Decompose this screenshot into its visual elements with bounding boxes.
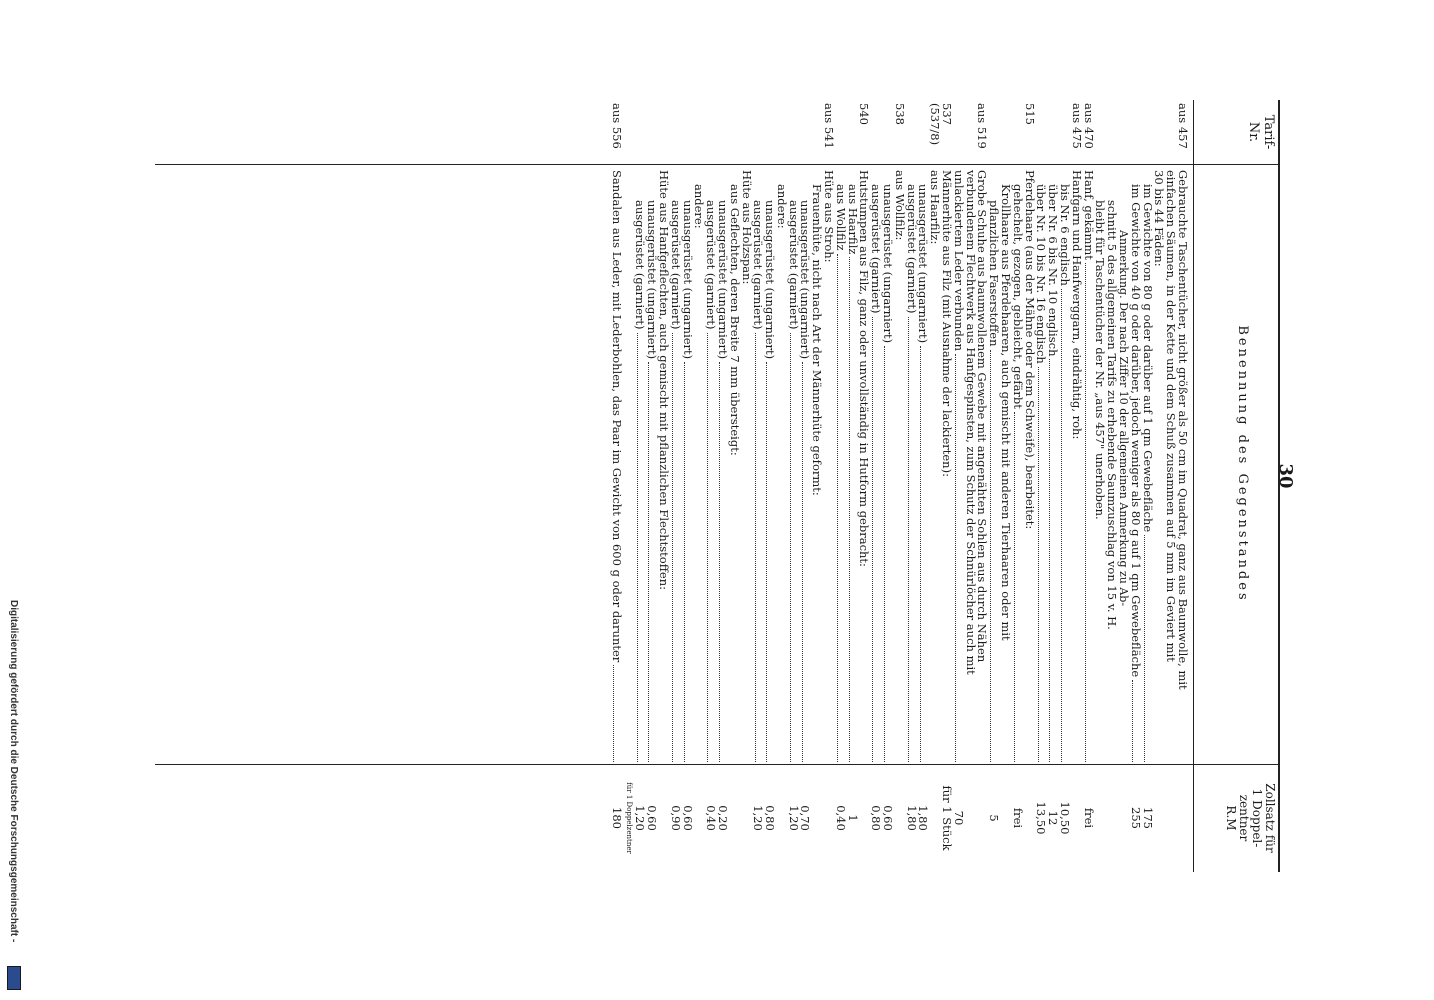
item-description: bleibt für Taschentücher der Nr. „aus 457" unerhoben. xyxy=(1093,200,1108,520)
item-description: andere: xyxy=(692,184,707,229)
dot-leader xyxy=(920,346,929,762)
duty-rate: 0,60 xyxy=(881,805,896,831)
duty-rate: 5 xyxy=(987,814,1002,822)
duty-rate xyxy=(999,764,1011,872)
duty-rate: 0,60 xyxy=(645,805,660,831)
header-description: Benennung des Gegenstandes xyxy=(1235,325,1250,603)
tariff-table xyxy=(155,100,1280,872)
table-row xyxy=(634,100,646,872)
item-description: Grobe Schuhe aus baumwollenem Gewebe mit angenähten Sohlen aus durch Nähen xyxy=(975,170,990,663)
table-row xyxy=(987,100,1002,872)
duty-rate xyxy=(928,764,940,872)
dot-leader xyxy=(684,362,693,762)
tariff-number xyxy=(811,100,823,164)
credit-text: Digitalisierung gefördert durch die Deutsche Forschungsgemeinschaft - xyxy=(8,600,19,943)
item-text: unlackiertem Leder verbunden xyxy=(951,170,966,352)
table-row xyxy=(999,100,1014,872)
tariff-number: (537/8) xyxy=(928,103,943,146)
item-description xyxy=(987,164,1002,764)
duty-rate: 13,50 xyxy=(1034,801,1049,835)
tariff-number: 515 xyxy=(1022,103,1037,125)
tariff-number: aus 457 xyxy=(1176,103,1190,149)
rotated-content xyxy=(140,78,1310,874)
tariff-number xyxy=(1117,100,1129,164)
tariff-number: aus 541 xyxy=(822,103,837,149)
tariff-number xyxy=(634,100,646,164)
item-text: ausgerüstet (garniert) xyxy=(668,200,683,330)
duty-rate: 180 xyxy=(609,807,624,829)
duty-rate: 0,70 xyxy=(798,805,813,831)
item-description xyxy=(881,164,896,764)
item-description: Krollhaare aus Pferdehaaren, auch gemischt mit anderen Tierhaaren oder mit xyxy=(999,184,1014,641)
duty-rate: 12 xyxy=(1046,810,1061,826)
item-text: unausgerüstet (ungarniert) xyxy=(881,184,896,344)
duty-rate xyxy=(822,764,834,872)
duty-rate xyxy=(1105,764,1117,872)
dot-leader xyxy=(849,257,858,762)
duty-rate: 0,90 xyxy=(668,805,683,831)
duty-rate: frei xyxy=(1010,807,1025,829)
duty-rate xyxy=(811,764,823,872)
header-tariff-number: Tarif- Nr. xyxy=(1246,114,1276,150)
tariff-number: aus 556 xyxy=(609,103,624,149)
item-text: unausgerüstet (ungarniert) xyxy=(680,200,695,360)
digitization-credit xyxy=(6,600,20,990)
item-description: andere: xyxy=(774,184,789,229)
item-text: unausgerüstet (ungarniert) xyxy=(763,200,778,360)
item-text: unausgerüstet (ungarniert) xyxy=(715,200,730,360)
tariff-number xyxy=(763,100,775,164)
item-text: Sandalen aus Leder, mit Lederbohlen, das Paar im Gewicht von 600 g oder darunter xyxy=(609,170,624,663)
duty-rate xyxy=(1164,764,1176,872)
tariff-number xyxy=(704,100,716,164)
dot-leader xyxy=(884,346,893,762)
duty-rate: 0,80 xyxy=(869,805,884,831)
duty-rate: 1,20 xyxy=(633,805,648,831)
item-text: ausgerüstet (garniert) xyxy=(751,200,766,330)
duty-rate: 0,80 xyxy=(763,805,778,831)
dot-leader xyxy=(955,354,964,762)
duty-rate: 10,50 xyxy=(1058,801,1073,835)
item-description: aus Geflechten, deren Breite 7 mm übersteigt: xyxy=(727,184,742,456)
item-description: einfachen Säumen, in der Kette und dem Schuß zusammen auf 5 mm im Geviert mit xyxy=(1164,170,1179,662)
tariff-number xyxy=(681,100,693,164)
tariff-number xyxy=(999,100,1011,164)
item-description: Anmerkung. Der nach Ziffer 10 der allgemeinen Anmerkung zu Ab- xyxy=(1117,230,1131,607)
duty-rate xyxy=(976,764,988,872)
tariff-number xyxy=(917,100,929,164)
item-description: Hüte aus Hanfgeflechten, auch gemischt mit pflanzlichen Flechtstoffen: xyxy=(656,170,671,590)
table-row xyxy=(811,100,823,872)
tariff-number xyxy=(716,100,728,164)
tariff-number xyxy=(1046,100,1058,164)
item-description: aus Wollfilz: xyxy=(892,170,907,241)
duty-rate: 175 xyxy=(1140,807,1155,829)
item-text: bis Nr. 6 englisch xyxy=(1058,184,1073,286)
item-description xyxy=(787,164,799,764)
table-header-rule xyxy=(1193,100,1194,872)
item-description xyxy=(1129,164,1141,764)
duty-rate: 0,40 xyxy=(704,805,719,831)
table-row xyxy=(1129,100,1141,872)
duty-rate: 0,20 xyxy=(715,805,730,831)
page-number: 30 xyxy=(1275,463,1296,489)
item-description: Hüte aus Stroh: xyxy=(822,170,837,263)
tariff-number xyxy=(1164,100,1176,164)
duty-rate: 1,80 xyxy=(904,805,919,831)
item-text: aus Haarfilz xyxy=(845,184,860,255)
item-description: Pferdehaare (aus der Mähne oder dem Schweife), bearbeitet: xyxy=(1022,170,1037,530)
dot-leader xyxy=(755,333,764,762)
duty-rate: für 1 Stück xyxy=(940,785,955,851)
dfg-logo-icon xyxy=(7,966,21,990)
tariff-number xyxy=(645,100,657,164)
item-text: unausgerüstet (ungarniert) xyxy=(916,184,931,344)
item-text: ausgerüstet (garniert) xyxy=(633,200,648,330)
item-description xyxy=(763,164,778,764)
tariff-number xyxy=(728,100,740,164)
duty-rate: 1 xyxy=(845,814,860,822)
item-description xyxy=(846,164,858,764)
dot-leader xyxy=(719,362,728,762)
dot-leader xyxy=(990,350,999,762)
item-text: gehechelt, gezogen, gebleicht, gefärbt xyxy=(1010,184,1025,409)
tariff-number xyxy=(987,100,999,164)
tariff-number: aus 475 xyxy=(1069,103,1084,149)
item-description: Frauenhüte, nicht nach Art der Männerhüte geformt: xyxy=(810,184,825,496)
duty-rate: 70 xyxy=(951,810,966,826)
dot-leader xyxy=(1038,367,1047,762)
tariff-number xyxy=(1011,100,1023,164)
item-description: Hüte aus Holzspan: xyxy=(739,170,754,285)
item-text: über Nr. 10 bis Nr. 16 englisch xyxy=(1034,184,1049,364)
dot-leader xyxy=(613,665,622,762)
tariff-number xyxy=(1141,100,1153,164)
table-row xyxy=(881,100,896,872)
tariff-number xyxy=(846,100,858,164)
item-description xyxy=(610,164,622,764)
item-text: ausgerüstet (garniert) xyxy=(904,184,919,314)
tariff-number: 540 xyxy=(857,103,872,125)
item-description xyxy=(704,164,719,764)
table-row xyxy=(763,100,778,872)
item-text: unausgerüstet (ungarniert) xyxy=(798,200,813,360)
item-description xyxy=(1058,164,1073,764)
tariff-number xyxy=(669,100,681,164)
dot-leader xyxy=(1144,535,1153,762)
table-row xyxy=(610,100,622,872)
item-description: aus Haarfilz: xyxy=(928,170,943,245)
tariff-number: aus 470 xyxy=(1081,103,1096,149)
item-description: schnitt 5 des allgemeinen Tarifs zu erhebende Saumzuschlag von 15 v. H. xyxy=(1105,200,1120,630)
tariff-number xyxy=(1105,100,1117,164)
duty-rate xyxy=(1176,764,1188,872)
item-description xyxy=(905,164,917,764)
duty-rate: 1,20 xyxy=(751,805,766,831)
tariff-number xyxy=(1129,100,1141,164)
dot-leader xyxy=(1132,680,1141,762)
tariff-number xyxy=(787,100,799,164)
item-description: 30 bis 44 Fäden: xyxy=(1152,170,1167,267)
header-rate: Zollsatz für 1 Doppel- zentner R.M xyxy=(1224,783,1277,853)
dot-leader xyxy=(672,333,681,762)
dot-leader xyxy=(802,362,811,762)
duty-rate xyxy=(1117,764,1129,872)
table-row xyxy=(1105,100,1120,872)
item-description xyxy=(645,164,660,764)
dot-leader xyxy=(1049,359,1058,762)
tariff-number xyxy=(657,100,669,164)
item-description: Hutstumpen aus Filz, ganz oder unvollständig in Hutform gebracht: xyxy=(857,170,872,567)
dot-leader xyxy=(790,333,799,762)
tariff-number xyxy=(1153,100,1165,164)
tariff-number: aus 519 xyxy=(975,103,990,149)
item-description xyxy=(869,164,884,764)
item-description xyxy=(1046,164,1061,764)
dot-leader xyxy=(1014,412,1023,762)
item-text: im Gewichte von 40 g oder darüber, jedoch weniger als 80 g auf 1 qm Gewebefläche xyxy=(1128,184,1143,678)
tariff-number xyxy=(869,100,881,164)
tariff-number xyxy=(693,100,705,164)
item-text: aus Wollfilz xyxy=(833,184,848,251)
item-text: ausgerüstet (garniert) xyxy=(786,200,801,330)
table-row xyxy=(1058,100,1073,872)
tariff-number xyxy=(1058,100,1070,164)
item-text: im Gewichte von 80 g oder darüber auf 1 qm Gewebefläche xyxy=(1140,184,1155,533)
duty-rate: frei xyxy=(1081,807,1096,829)
dot-leader xyxy=(707,333,716,762)
duty-rate: 0,40 xyxy=(833,805,848,831)
dot-leader xyxy=(648,362,657,762)
table-top-rule xyxy=(1278,100,1280,872)
tariff-number: 537 xyxy=(940,103,955,125)
table-row xyxy=(869,100,884,872)
item-description: verbundenem Flechtwerk aus Hanfgespinsten, zum Schutz der Schnürlöcher auch mit xyxy=(963,170,978,675)
tariff-number xyxy=(799,100,811,164)
duty-rate: 255 xyxy=(1128,807,1143,829)
dot-leader xyxy=(908,317,917,762)
dot-leader xyxy=(1061,289,1070,762)
tariff-number: 538 xyxy=(892,103,907,125)
table-row xyxy=(1046,100,1061,872)
table-row xyxy=(928,100,943,872)
item-description xyxy=(634,164,646,764)
dot-leader xyxy=(766,362,775,762)
table-row xyxy=(1164,100,1179,872)
duty-rate xyxy=(740,764,752,872)
tariff-number xyxy=(752,100,764,164)
table-row xyxy=(645,100,660,872)
dot-leader xyxy=(837,254,846,762)
tariff-number xyxy=(964,100,976,164)
table-body xyxy=(610,100,1188,872)
table-row xyxy=(940,100,955,872)
table-row xyxy=(822,100,837,872)
duty-rate: 0,60 xyxy=(680,805,695,831)
tariff-number xyxy=(740,100,752,164)
duty-rate: 1,20 xyxy=(786,805,801,831)
duty-rate: 1,80 xyxy=(916,805,931,831)
item-text: über Nr. 6 bis Nr. 10 englisch xyxy=(1046,184,1061,357)
dot-leader xyxy=(1085,263,1094,762)
item-description: Männerhüte aus Filz (mit Ausnahme der lackierten): xyxy=(940,170,955,477)
tariff-number xyxy=(881,100,893,164)
item-text: ausgerüstet (garniert) xyxy=(704,200,719,330)
duty-rate: für 1 Doppelzentner xyxy=(624,782,633,854)
item-text: pflanzlichen Faserstoffen xyxy=(987,200,1002,347)
document-page xyxy=(140,78,1310,874)
dot-leader xyxy=(637,333,646,762)
item-text: Hanf, gekämmt xyxy=(1081,170,1096,260)
tariff-number xyxy=(775,100,787,164)
dot-leader xyxy=(872,317,881,762)
item-description: Gebrauchte Taschentücher, nicht größer als 50 cm im Quadrat, ganz aus Baumwolle, mit xyxy=(1176,170,1190,690)
table-row xyxy=(704,100,719,872)
item-text: unausgerüstet (ungarniert) xyxy=(645,200,660,360)
item-text: ausgerüstet (garniert) xyxy=(869,184,884,314)
item-description: Hanfgarn und Hanfwerggarn, eindrähtig, roh: xyxy=(1069,170,1084,440)
